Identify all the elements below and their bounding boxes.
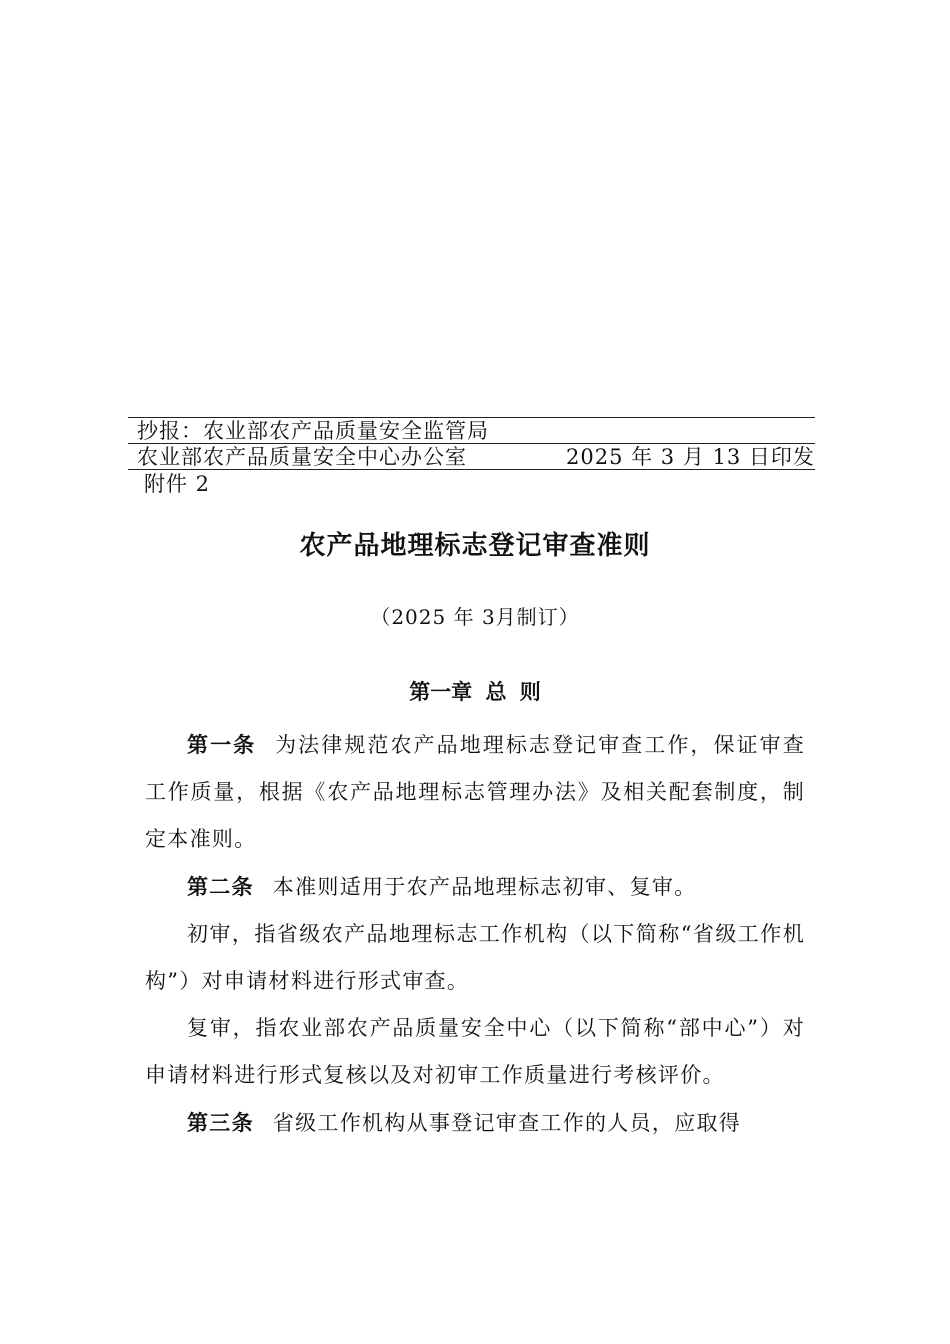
article-paragraph [145, 722, 805, 864]
article-label: 第一条 [187, 733, 257, 757]
article-paragraph [145, 1100, 805, 1147]
document-subtitle: （2025 年 3月制订） [370, 605, 580, 629]
chapter-heading: 第一章 总 则 [409, 680, 541, 704]
article-paragraph [145, 864, 805, 911]
footer-rule-bottom [128, 469, 815, 470]
paragraph-text: 初审，指省级农产品地理标志工作机构（以下简称“省级工作机构”）对申请材料进行形式审查。 [145, 921, 805, 994]
footer-rule-top [128, 417, 815, 418]
article-text: 为法律规范农产品地理标志登记审查工作，保证审查工作质量，根据《农产品地理标志管理办法》及相关配套制度，制定本准则。 [145, 733, 805, 852]
article-label: 第二条 [187, 874, 254, 899]
article-label: 第三条 [187, 1110, 254, 1135]
attachment-label: 附件 2 [144, 472, 211, 496]
issue-date: 2025 年 3 月 13 日印发 [566, 445, 815, 469]
body-paragraph [145, 911, 805, 1005]
document-body [145, 722, 805, 1147]
paragraph-text: 复审，指农业部农产品质量安全中心（以下简称“部中心”）对申请材料进行形式复核以及对初审工作质量进行考核评价。 [145, 1016, 805, 1088]
body-paragraph [145, 1005, 805, 1099]
article-text: 本准则适用于农产品地理标志初审、复审。 [272, 874, 697, 899]
document-title: 农产品地理标志登记审查准则 [299, 531, 651, 561]
footer-rule-middle [128, 443, 815, 444]
article-text: 省级工作机构从事登记审查工作的人员，应取得 [272, 1110, 742, 1135]
issuer-line: 农业部农产品质量安全中心办公室 [137, 445, 467, 469]
cc-report-line: 抄报：农业部农产品质量安全监管局 [137, 419, 489, 443]
